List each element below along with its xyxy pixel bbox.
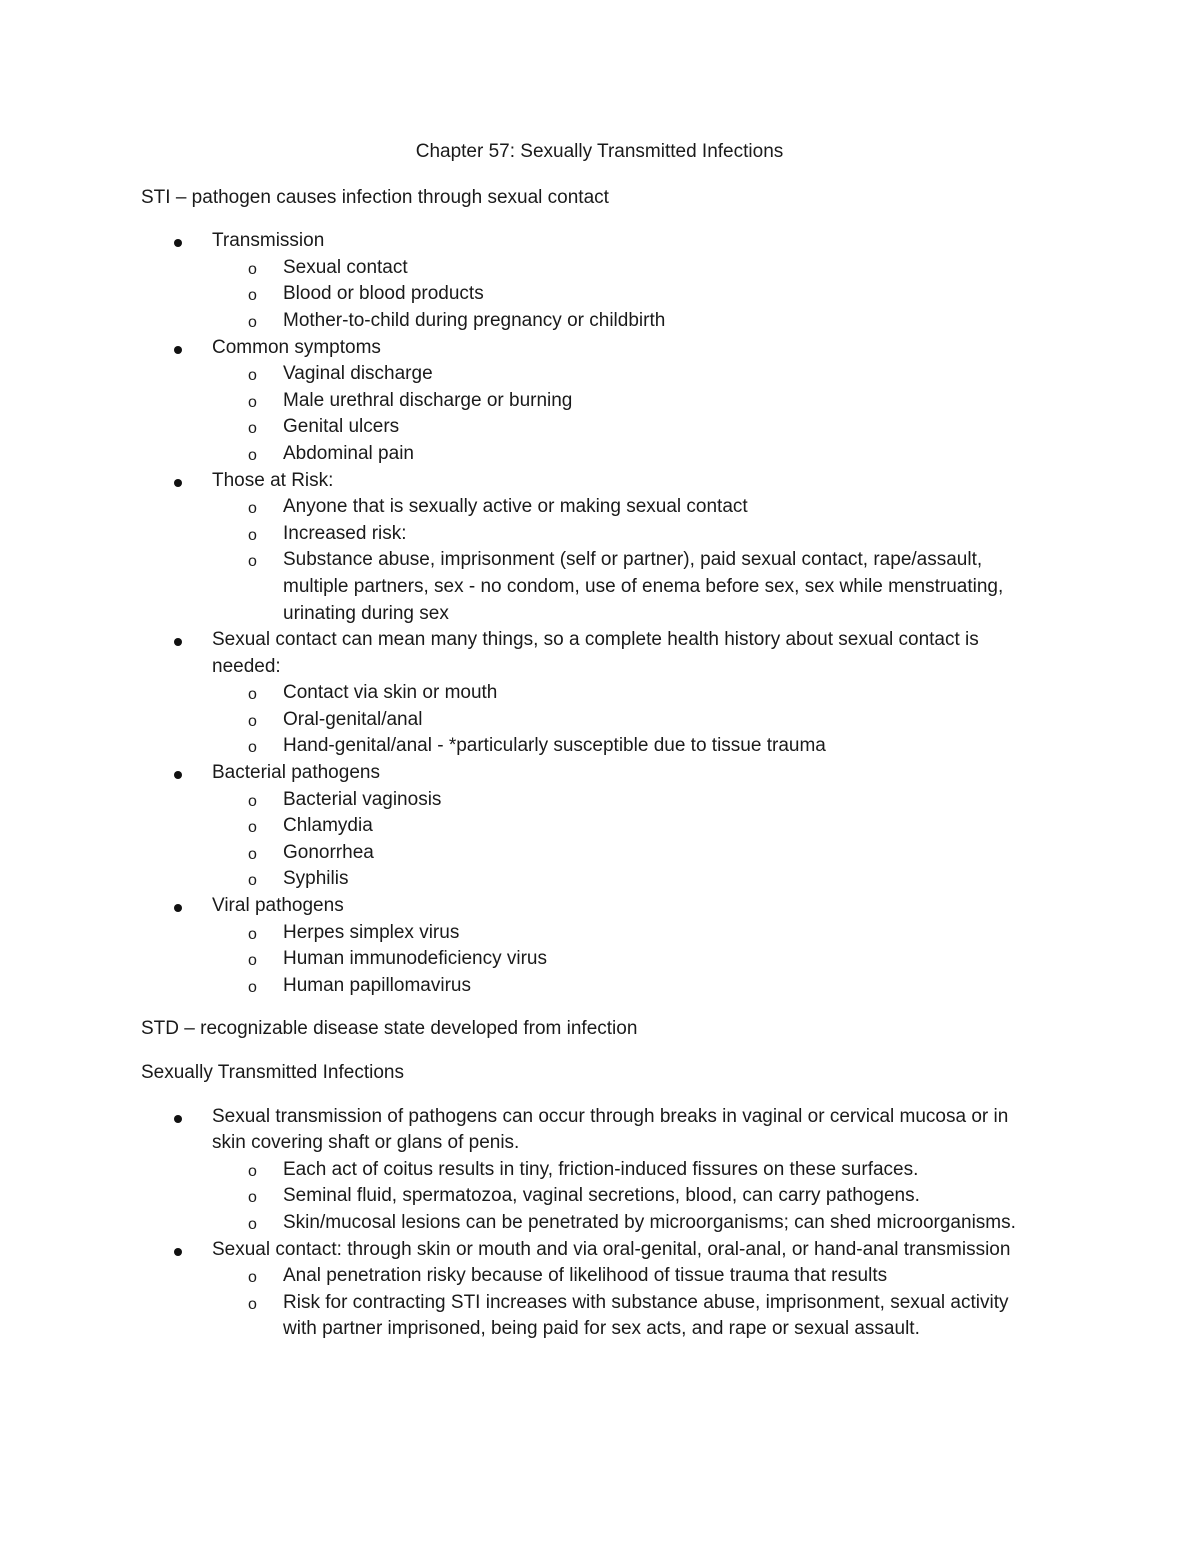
sub-list (212, 787, 1040, 893)
sti-definition: STI – pathogen causes infection through sexual contact (141, 186, 609, 208)
sub-list-item (212, 1210, 1040, 1237)
sub-list-item (212, 1263, 1040, 1290)
sub-list-item (212, 308, 1040, 335)
circle-bullet-icon: o (248, 1215, 257, 1233)
sub-list-item (212, 973, 1040, 1000)
section1-list (141, 228, 1040, 999)
sub-list (212, 680, 1040, 760)
list-item (141, 335, 1040, 468)
sub-list-item (212, 441, 1040, 468)
circle-bullet-icon: o (248, 952, 257, 970)
list-item (141, 893, 1040, 999)
sub-list-item (212, 946, 1040, 973)
sub-list-item (212, 733, 1040, 760)
sub-list-item (212, 494, 1040, 521)
circle-bullet-icon: o (248, 978, 257, 996)
sub-list-item-text: Increased risk: (283, 522, 407, 544)
sub-list-item (212, 361, 1040, 388)
sub-list-item-text: Mother-to-child during pregnancy or childbirth (283, 309, 666, 331)
circle-bullet-icon: o (248, 686, 257, 704)
sub-list-item (212, 1290, 1040, 1343)
sub-list-item-text: Hand-genital/anal - *particularly susceptible due to tissue trauma (283, 735, 826, 757)
sub-list-item (212, 866, 1040, 893)
sub-list-item-text: Blood or blood products (283, 283, 484, 305)
circle-bullet-icon: o (248, 313, 257, 331)
sub-list-item-text: Seminal fluid, spermatozoa, vaginal secretions, blood, can carry pathogens. (283, 1185, 920, 1207)
sub-list-item (212, 680, 1040, 707)
page-title: Chapter 57: Sexually Transmitted Infections (415, 141, 784, 162)
sub-list-item-text: Chlamydia (283, 815, 373, 837)
list-item (141, 1237, 1040, 1343)
circle-bullet-icon: o (248, 500, 257, 518)
sub-list-item-text: Skin/mucosal lesions can be penetrated by microorganisms; can shed microorganisms. (283, 1211, 1016, 1233)
sub-list-item-text: Bacterial vaginosis (283, 788, 442, 810)
circle-bullet-icon: o (248, 260, 257, 278)
sub-list-item-text: Contact via skin or mouth (283, 682, 498, 704)
bullet-icon (174, 904, 182, 912)
sub-list (212, 255, 1040, 335)
list-item-text: Transmission (212, 230, 325, 252)
list-item-text: Those at Risk: (212, 469, 334, 491)
sub-list-item-text: Abdominal pain (283, 442, 414, 464)
circle-bullet-icon: o (248, 526, 257, 544)
sub-list-item (212, 787, 1040, 814)
sub-list-item-text: Anal penetration risky because of likelihood of tissue trauma that results (283, 1265, 888, 1287)
sub-list-item (212, 388, 1040, 415)
sub-list (212, 494, 1040, 627)
sub-list-item-text: Herpes simplex virus (283, 921, 460, 943)
list-item-text: Sexual transmission of pathogens can occur through breaks in vaginal or cervical mucosa or in skin covering shaft or glans of penis. (212, 1105, 1009, 1154)
circle-bullet-icon: o (248, 1269, 257, 1287)
list-item (141, 468, 1040, 628)
sub-list-item (212, 840, 1040, 867)
std-definition: STD – recognizable disease state developed from infection (141, 1018, 638, 1040)
circle-bullet-icon: o (248, 739, 257, 757)
circle-bullet-icon: o (248, 1295, 257, 1313)
bullet-icon (174, 239, 182, 247)
circle-bullet-icon: o (248, 367, 257, 385)
section2-heading: Sexually Transmitted Infections (141, 1062, 404, 1083)
sub-list-item-text: Gonorrhea (283, 841, 374, 863)
list-item (141, 228, 1040, 334)
sub-list-item (212, 281, 1040, 308)
sub-list (212, 920, 1040, 1000)
sub-list-item-text: Vaginal discharge (283, 363, 433, 385)
sub-list-item (212, 255, 1040, 282)
circle-bullet-icon: o (248, 446, 257, 464)
sub-list-item-text: Substance abuse, imprisonment (self or partner), paid sexual contact, rape/assault, multiple partners, sex - no condom, use of enema before sex, sex while menstruating, urinating during sex (283, 549, 1004, 624)
sub-list-item-text: Anyone that is sexually active or making sexual contact (283, 496, 748, 518)
list-item-text: Viral pathogens (212, 895, 344, 917)
list-item-text: Sexual contact can mean many things, so a complete health history about sexual contact is needed: (212, 629, 979, 677)
circle-bullet-icon: o (248, 845, 257, 863)
bullet-icon (174, 346, 182, 354)
sub-list (212, 1263, 1040, 1343)
sub-list (212, 1157, 1040, 1237)
sub-list-item (212, 414, 1040, 441)
bullet-icon (174, 479, 182, 487)
circle-bullet-icon: o (248, 1189, 257, 1207)
list-item-text: Common symptoms (212, 336, 381, 358)
sub-list-item-text: Oral-genital/anal (283, 708, 423, 730)
bullet-icon (174, 771, 182, 779)
circle-bullet-icon: o (248, 872, 257, 890)
bullet-icon (174, 1248, 182, 1256)
sub-list-item-text: Risk for contracting STI increases with substance abuse, imprisonment, sexual activity with partner imprisoned, being paid for sex acts, and rape or sexual assault. (283, 1291, 1009, 1340)
sub-list-item-text: Sexual contact (283, 256, 408, 278)
section2-list (141, 1104, 1040, 1343)
list-item-text: Sexual contact: through skin or mouth and via oral-genital, oral-anal, or hand-anal transmission (212, 1238, 1011, 1260)
bullet-icon (174, 638, 182, 646)
sub-list-item-text: Syphilis (283, 868, 349, 890)
sub-list-item-text: Human immunodeficiency virus (283, 948, 547, 970)
circle-bullet-icon: o (248, 792, 257, 810)
sub-list-item-text: Human papillomavirus (283, 974, 471, 996)
bullet-icon (174, 1115, 182, 1123)
list-item (141, 760, 1040, 893)
sub-list-item (212, 521, 1040, 548)
sub-list-item-text: Each act of coitus results in tiny, friction-induced fissures on these surfaces. (283, 1158, 919, 1180)
circle-bullet-icon: o (248, 712, 257, 730)
sub-list-item (212, 1157, 1040, 1184)
sub-list-item (212, 1183, 1040, 1210)
sub-list-item-text: Genital ulcers (283, 416, 400, 438)
list-item (141, 1104, 1040, 1237)
sub-list (212, 361, 1040, 467)
circle-bullet-icon: o (248, 925, 257, 943)
sub-list-item-text: Male urethral discharge or burning (283, 389, 573, 411)
circle-bullet-icon: o (248, 420, 257, 438)
list-item-text: Bacterial pathogens (212, 762, 380, 784)
circle-bullet-icon: o (248, 393, 257, 411)
sub-list-item (212, 813, 1040, 840)
sub-list-item (212, 707, 1040, 734)
circle-bullet-icon: o (248, 553, 257, 571)
circle-bullet-icon: o (248, 1162, 257, 1180)
sub-list-item (212, 920, 1040, 947)
list-item (141, 627, 1040, 760)
sub-list-item (212, 547, 1040, 627)
circle-bullet-icon: o (248, 287, 257, 305)
circle-bullet-icon: o (248, 819, 257, 837)
